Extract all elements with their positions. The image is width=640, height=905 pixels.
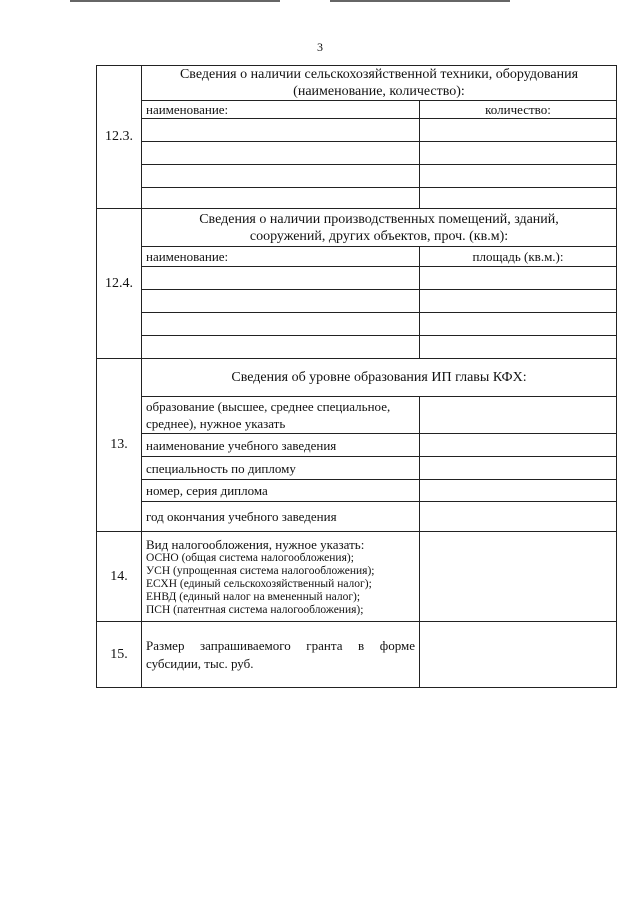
value-cell-12-3-3[interactable] [420, 165, 617, 188]
section-number-13: 13. [97, 359, 142, 532]
section-title-12-3 [142, 66, 617, 101]
tax-system-value[interactable] [420, 532, 617, 622]
section-number-12-4: 12.4. [97, 209, 142, 359]
section-number-15: 15. [97, 622, 142, 688]
section-title-13: Сведения об уровне образования ИП главы КФХ: [142, 359, 617, 397]
form-table [96, 65, 617, 688]
tax-option-usn: УСН (упрощенная система налогообложения); [146, 564, 375, 577]
section-title-12-4 [142, 209, 617, 247]
specialty-value[interactable] [420, 457, 617, 480]
col-header-quantity-12-3: количество: [420, 101, 617, 119]
col-header-name-12-3: наименование: [142, 101, 420, 119]
section-title-12-4-line1: Сведения о наличии производственных помещений, зданий, [199, 211, 559, 227]
section-number-14: 14. [97, 532, 142, 622]
education-level-label: образование (высшее, среднее специальное, среднее), нужное указать [142, 397, 420, 434]
section-number-12-3: 12.3. [97, 66, 142, 209]
value-cell-12-3-4[interactable] [420, 188, 617, 209]
name-cell-12-3-2[interactable] [142, 142, 420, 165]
col-header-area-12-4: площадь (кв.м.): [420, 247, 617, 267]
value-cell-12-4-1[interactable] [420, 267, 617, 290]
name-cell-12-3-4[interactable] [142, 188, 420, 209]
grant-amount-label: Размер запрашиваемого гранта в форме субсидии, тыс. руб. [142, 622, 420, 688]
value-cell-12-3-1[interactable] [420, 119, 617, 142]
name-cell-12-4-3[interactable] [142, 313, 420, 336]
institution-label: наименование учебного заведения [142, 434, 420, 457]
top-edge-line-left [70, 0, 280, 2]
institution-value[interactable] [420, 434, 617, 457]
grant-amount-value[interactable] [420, 622, 617, 688]
education-level-value[interactable] [420, 397, 617, 434]
diploma-number-value[interactable] [420, 480, 617, 502]
tax-system-heading: Вид налогообложения, нужное указать: [146, 536, 365, 552]
section-title-12-3-line2: (наименование, количество): [293, 84, 465, 99]
value-cell-12-3-2[interactable] [420, 142, 617, 165]
name-cell-12-4-2[interactable] [142, 290, 420, 313]
top-edge-line-right [330, 0, 510, 2]
tax-option-eskhn: ЕСХН (единый сельскохозяйственный налог); [146, 577, 372, 590]
section-title-12-3-line1: Сведения о наличии сельскохозяйственной техники, оборудования [179, 67, 579, 82]
value-cell-12-4-2[interactable] [420, 290, 617, 313]
tax-option-envd: ЕНВД (единый налог на вмененный налог); [146, 590, 361, 603]
tax-option-psn: ПСН (патентная система налогообложения); [146, 603, 364, 616]
graduation-year-value[interactable] [420, 502, 617, 532]
tax-system-options [142, 532, 420, 622]
diploma-number-label: номер, серия диплома [142, 480, 420, 502]
specialty-label: специальность по диплому [142, 457, 420, 480]
page-number: 3 [317, 40, 323, 54]
name-cell-12-3-3[interactable] [142, 165, 420, 188]
section-title-12-4-line2: сооружений, других объектов, проч. (кв.м): [249, 228, 509, 244]
col-header-name-12-4: наименование: [142, 247, 420, 267]
value-cell-12-4-3[interactable] [420, 313, 617, 336]
value-cell-12-4-4[interactable] [420, 336, 617, 359]
graduation-year-label: год окончания учебного заведения [142, 502, 420, 532]
name-cell-12-3-1[interactable] [142, 119, 420, 142]
tax-option-osno: ОСНО (общая система налогообложения); [146, 551, 354, 564]
name-cell-12-4-4[interactable] [142, 336, 420, 359]
name-cell-12-4-1[interactable] [142, 267, 420, 290]
